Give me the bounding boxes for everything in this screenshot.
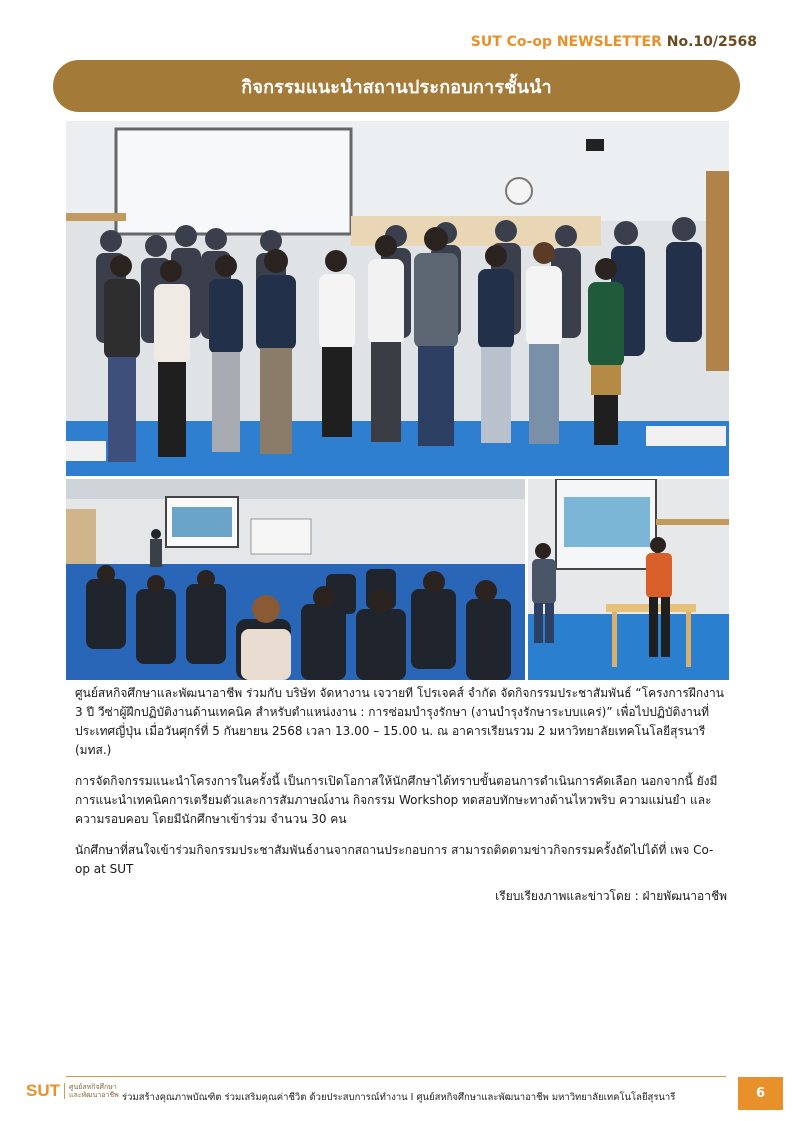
newsletter-brand: SUT Co-op NEWSLETTER [470, 34, 662, 50]
footer-divider [66, 1076, 726, 1077]
paragraph-2: การจัดกิจกรรมแนะนำโครงการในครั้งนี้ เป็นการเปิดโอกาสให้นักศึกษาได้ทราบขั้นตอนการดำเนินการคัดเลือก นอกจากนี้ ยังมีการแนะนำเทคนิคการเตรียมตัวและการสัมภาษณ์งาน กิจกรรม Workshop ทดสอบทักษะทางด้านไหวพริบ ความแม่นยำ และความรอบคอบ โดยมีนักศึกษาเข้าร่วม จำนวน 30 คน [75, 774, 718, 826]
newsletter-issue: No.10/2568 [666, 34, 757, 50]
newsletter-header [471, 34, 757, 50]
sut-logo [26, 1081, 129, 1101]
page-number-box [738, 1077, 783, 1110]
article-credit: เรียบเรียงภาพและข่าวโดย : ฝ่ายพัฒนาอาชีพ [495, 889, 727, 903]
page-number: 6 [755, 1086, 766, 1101]
paragraph-1: ศูนย์สหกิจศึกษาและพัฒนาอาชีพ ร่วมกับ บริษัท จัดหางาน เจวายที โปรเจคส์ จำกัด จัดกิจกรรมประชาสัมพันธ์ “โครงการฝึกงาน 3 ปี วีซ่าผู้ฝึกปฏิบัติงานด้านเทคนิค สำหรับตำแหน่งงาน : การซ่อมบำรุงรักษา (งานบำรุงรักษาระบบแคร่)” เพื่อไปปฏิบัติงานที่ประเทศญี่ปุ่น เมื่อวันศุกร์ที่ 5 กันยายน 2568 เวลา 13.00 – 15.00 น. ณ อาคารเรียนรวม 2 มหาวิทยาลัยเทคโนโลยีสุรนารี (มทส.) [75, 686, 724, 757]
section-banner [53, 60, 740, 112]
banner-title: กิจกรรมแนะนำสถานประกอบการชั้นนำ [241, 76, 552, 98]
footer-tagline: ร่วมสร้างคุณภาพบัณฑิต ร่วมเสริมคุณค่าชีวิต ด้วยประสบการณ์ทำงาน I ศูนย์สหกิจศึกษาและพัฒนาอาชีพ มหาวิทยาลัยเทคโนโลยีสุรนารี [122, 1092, 676, 1103]
logo-text: SUT [26, 1081, 60, 1100]
paragraph-3: นักศึกษาที่สนใจเข้าร่วมกิจกรรมประชาสัมพันธ์งานจากสถานประกอบการ สามารถติดตามข่าวกิจกรรมครั้งถัดไปได้ที่ เพจ Co-op at SUT [75, 843, 714, 876]
logo-subtitle: ศูนย์สหกิจศึกษาและพัฒนาอาชีพ [64, 1083, 129, 1099]
presenter-photo [528, 479, 729, 680]
article-body [75, 684, 727, 918]
group-photo [66, 121, 729, 476]
audience-photo [66, 479, 525, 680]
